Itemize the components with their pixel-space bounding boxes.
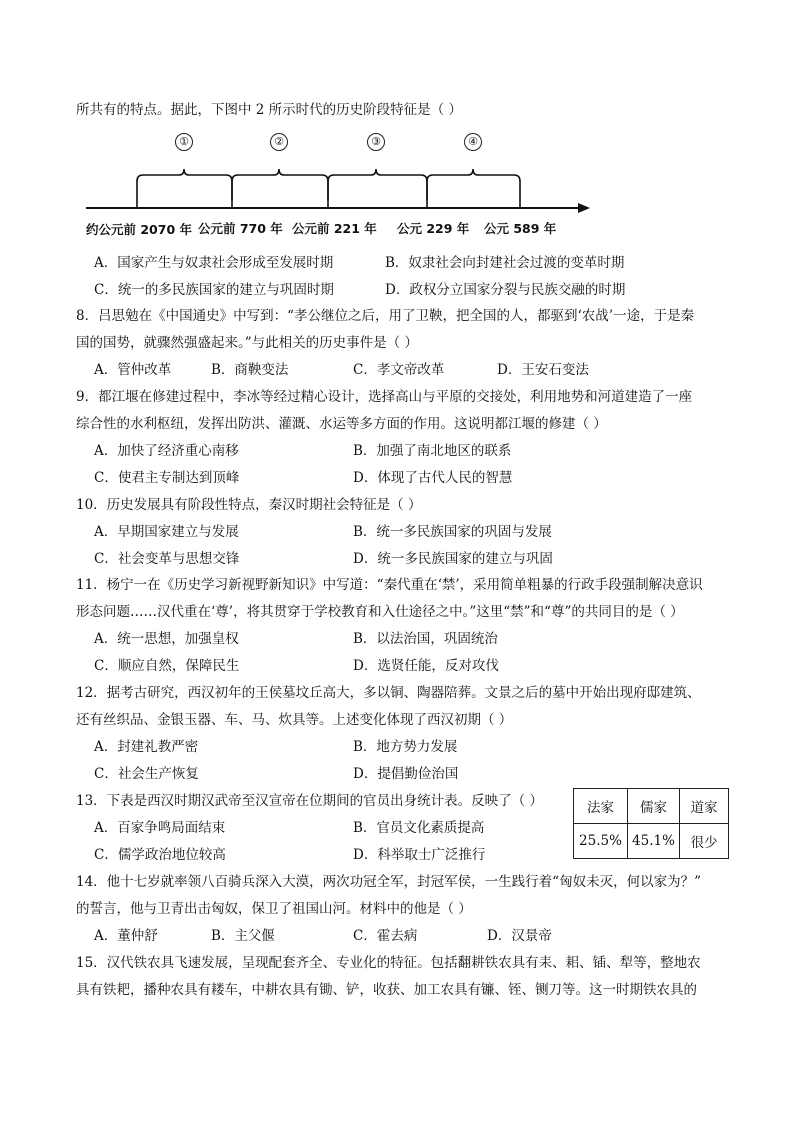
q13-stats-table [573, 788, 729, 859]
q7-option-d[interactable]: D．政权分立国家分裂与民族交融的时期 [385, 282, 626, 298]
q13-option-c[interactable]: C．儒学政治地位较高 [94, 847, 226, 863]
q12-option-d[interactable]: D．提倡勤俭治国 [353, 766, 459, 782]
q7-option-a[interactable]: A．国家产生与奴隶社会形成至发展时期 [94, 255, 334, 271]
q13-option-a[interactable]: A．百家争鸣局面结束 [94, 820, 226, 836]
q11-option-a[interactable]: A．统一思想，加强皇权 [94, 631, 239, 647]
q8-stem-line1: 8．吕思勉在《中国通史》中写到：“孝公继位之后，用了卫鞅，把全国的人，都驱到‘农战’一途，于是秦 [76, 308, 695, 324]
q7-option-b[interactable]: B．奴隶社会向封建社会过渡的变革时期 [385, 255, 625, 271]
period-marker-4: ④ [464, 133, 482, 151]
table-row [574, 824, 729, 859]
period-marker-1: ① [175, 133, 193, 151]
timeline-label-2: 公元前 770 年 [198, 221, 283, 236]
q15-stem-line1: 15．汉代铁农具飞速发展，呈现配套齐全、专业化的特征。包括翻耕铁农具有耒、耜、锸、犁等，整地农 [76, 955, 701, 971]
q8-option-d[interactable]: D．王安石变法 [497, 362, 589, 378]
timeline-diagram [0, 125, 794, 225]
table-cell: 很少 [680, 824, 729, 859]
period-marker-2: ② [270, 133, 288, 151]
brace-4 [427, 169, 520, 200]
q14-option-a[interactable]: A．董仲舒 [94, 928, 158, 944]
q10-option-a[interactable]: A．早期国家建立与发展 [94, 524, 239, 540]
q8-option-b[interactable]: B．商鞅变法 [211, 362, 289, 378]
table-cell: 25.5% [574, 824, 628, 859]
q13-option-d[interactable]: D．科举取士广泛推行 [353, 847, 486, 863]
timeline-arrowhead [578, 203, 590, 213]
q11-option-b[interactable]: B．以法治国，巩固统治 [353, 631, 498, 647]
q13-stem: 13．下表是西汉时期汉武帝至汉宣帝在位期间的官员出身统计表。反映了（ ） [76, 793, 543, 809]
brace-1 [137, 169, 232, 200]
brace-2 [232, 169, 328, 200]
table-header-row [574, 789, 729, 824]
q14-option-b[interactable]: B．主父偃 [211, 928, 275, 944]
q9-stem-line2: 综合性的水利枢纽，发挥出防洪、灌溉、水运等多方面的作用。这说明都江堰的修建（ ） [76, 416, 607, 432]
q12-option-a[interactable]: A．封建礼教严密 [94, 739, 199, 755]
q11-stem-line1: 11．杨宁一在《历史学习新视野新知识》中写道：“秦代重在‘禁’，采用简单粗暴的行政手段强制解决意识 [76, 577, 703, 593]
table-header-cell: 道家 [680, 789, 729, 824]
table-header-cell: 法家 [574, 789, 628, 824]
table-cell: 45.1% [628, 824, 680, 859]
q12-stem-line2: 还有丝织品、金银玉器、车、马、炊具等。上述变化体现了西汉初期（ ） [76, 712, 513, 728]
q12-stem-line1: 12．据考古研究，西汉初年的王侯墓坟丘高大，多以铜、陶器陪葬。文景之后的墓中开始出现府邸建筑、 [76, 685, 701, 701]
q15-stem-line2: 具有铁耙，播种农具有耧车，中耕农具有锄、铲，收获、加工农具有镰、铚、铡刀等。这一时期铁农具的 [76, 982, 697, 998]
q10-option-d[interactable]: D．统一多民族国家的建立与巩固 [353, 551, 553, 567]
q8-stem-line2: 国的国势，就骤然强盛起来。”与此相关的历史事件是（ ） [76, 335, 418, 351]
q10-option-c[interactable]: C．社会变革与思想交锋 [94, 551, 240, 567]
q9-stem-line1: 9．都江堰在修建过程中，李冰等经过精心设计，选择高山与平原的交接处，利用地势和河道建造了一座 [76, 389, 693, 405]
q11-option-d[interactable]: D．选贤任能，反对攻伐 [353, 658, 499, 674]
q9-option-d[interactable]: D．体现了古代人民的智慧 [353, 470, 513, 486]
q9-option-c[interactable]: C．使君主专制达到顶峰 [94, 470, 240, 486]
q12-option-b[interactable]: B．地方势力发展 [353, 739, 458, 755]
q10-stem: 10．历史发展具有阶段性特点，秦汉时期社会特征是（ ） [76, 497, 422, 513]
timeline-label-1: 约公元前 2070 年 [86, 222, 192, 237]
q9-option-a[interactable]: A．加快了经济重心南移 [94, 443, 239, 459]
q9-option-b[interactable]: B．加强了南北地区的联系 [353, 443, 512, 459]
intro-text: 所共有的特点。据此，下图中 2 所示时代的历史阶段特征是（ ） [76, 102, 462, 118]
q7-option-c[interactable]: C．统一的多民族国家的建立与巩固时期 [94, 282, 334, 298]
table-header-cell: 儒家 [628, 789, 680, 824]
q8-option-c[interactable]: C．孝文帝改革 [353, 362, 445, 378]
period-marker-3: ③ [367, 133, 385, 151]
q14-stem-line1: 14．他十七岁就率领八百骑兵深入大漠，两次功冠全军，封冠军侯，一生践行着“匈奴未灭，何以家为？” [76, 874, 701, 890]
q11-stem-line2: 形态问题……汉代重在‘尊’，将其贯穿于学校教育和入仕途径之中。”这里“禁”和“尊”的共同目的是（ ） [76, 604, 684, 620]
brace-3 [328, 169, 427, 200]
q14-option-d[interactable]: D．汉景帝 [487, 928, 552, 944]
q12-option-c[interactable]: C．社会生产恢复 [94, 766, 199, 782]
q14-stem-line2: 的誓言，他与卫青出击匈奴，保卫了祖国山河。材料中的他是（ ） [76, 901, 472, 917]
timeline-label-3: 公元前 221 年 [292, 221, 377, 236]
timeline-label-5: 公元 589 年 [484, 221, 557, 236]
q14-option-c[interactable]: C．霍去病 [353, 928, 418, 944]
q8-option-a[interactable]: A．管仲改革 [94, 362, 172, 378]
q10-option-b[interactable]: B．统一多民族国家的巩固与发展 [353, 524, 552, 540]
timeline-label-4: 公元 229 年 [397, 221, 470, 236]
q13-option-b[interactable]: B．官员文化素质提高 [353, 820, 485, 836]
q11-option-c[interactable]: C．顺应自然，保障民生 [94, 658, 240, 674]
